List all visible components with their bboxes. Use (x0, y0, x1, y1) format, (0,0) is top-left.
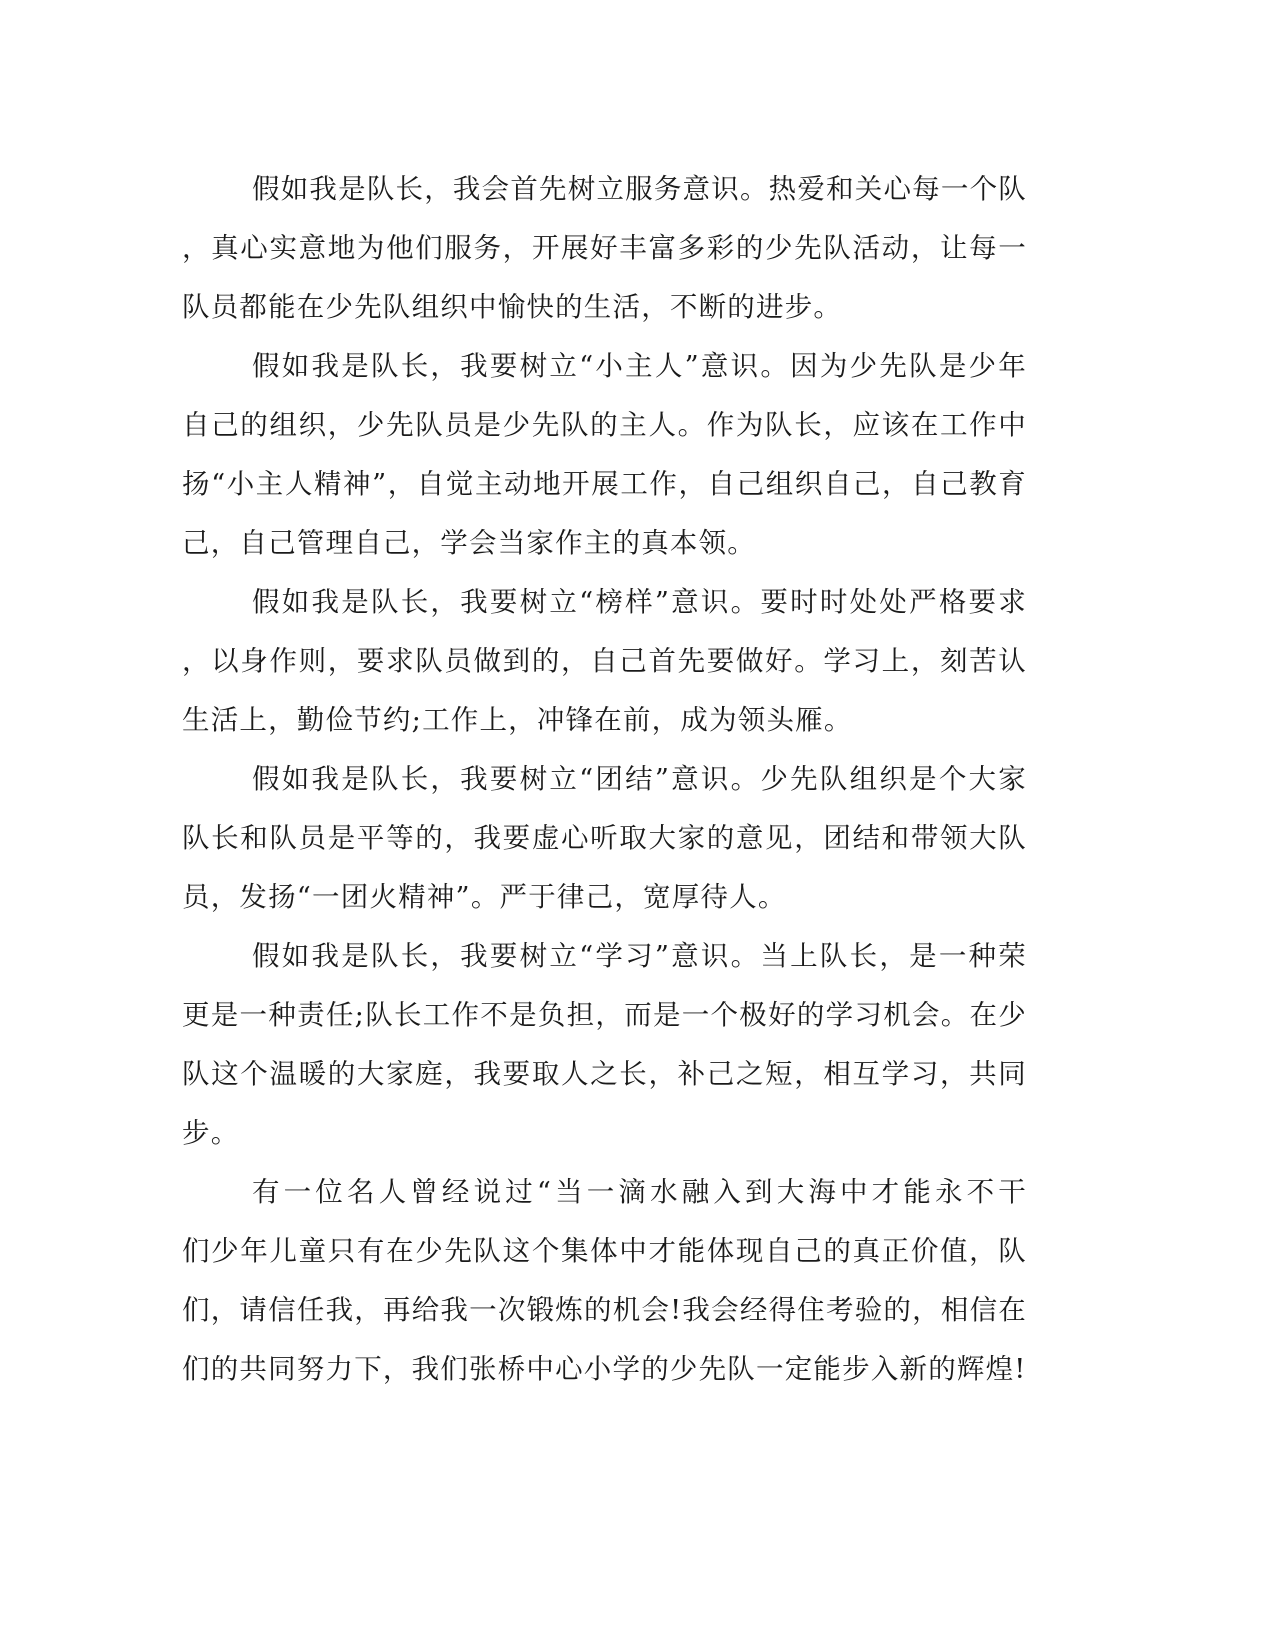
paragraph-1 (182, 160, 1027, 337)
document-body (182, 160, 1027, 1399)
paragraph-line: 己，自己管理自己，学会当家作主的真本领。 (182, 527, 756, 559)
paragraph-line: 更是一种责任;队长工作不是负担，而是一个极好的学习机会。在少 (182, 999, 1027, 1031)
paragraph-line: ，以身作则，要求队员做到的，自己首先要做好。学习上，刻苦认 (182, 645, 1027, 677)
paragraph-3 (182, 573, 1027, 750)
paragraph-line: ，真心实意地为他们服务，开展好丰富多彩的少先队活动，让每一 (182, 232, 1027, 264)
paragraph-line: 假如我是队长，我要树立“团结”意识。少先队组织是个大家 (252, 763, 1027, 795)
paragraph-line: 生活上，勤俭节约;工作上，冲锋在前，成为领头雁。 (182, 704, 853, 736)
paragraph-6 (182, 1163, 1027, 1399)
paragraph-line: 队员都能在少先队组织中愉快的生活，不断的进步。 (182, 291, 843, 323)
paragraph-line: 假如我是队长，我要树立“小主人”意识。因为少先队是少年 (252, 350, 1027, 382)
paragraph-line: 队这个温暖的大家庭，我要取人之长，补己之短，相互学习，共同 (182, 1058, 1027, 1090)
paragraph-line: 有一位名人曾经说过“当一滴水融入到大海中才能永不干 (252, 1176, 1027, 1208)
paragraph-2 (182, 337, 1027, 573)
paragraph-line: 们少年儿童只有在少先队这个集体中才能体现自己的真正价值，队 (182, 1235, 1027, 1267)
paragraph-4 (182, 750, 1027, 927)
paragraph-line: 们的共同努力下，我们张桥中心小学的少先队一定能步入新的辉煌! (182, 1353, 1027, 1385)
paragraph-line: 员，发扬“一团火精神”。严于律己，宽厚待人。 (182, 881, 787, 913)
paragraph-line: 们，请信任我，再给我一次锻炼的机会!我会经得住考验的，相信在 (182, 1294, 1027, 1326)
paragraph-line: 自己的组织，少先队员是少先队的主人。作为队长，应该在工作中 (182, 409, 1027, 441)
paragraph-line: 假如我是队长，我会首先树立服务意识。热爱和关心每一个队 (252, 173, 1027, 205)
paragraph-line: 假如我是队长，我要树立“学习”意识。当上队长，是一种荣 (252, 940, 1027, 972)
paragraph-line: 扬“小主人精神”，自觉主动地开展工作，自己组织自己，自己教育 (182, 468, 1027, 500)
paragraph-line: 步。 (182, 1117, 240, 1149)
paragraph-line: 队长和队员是平等的，我要虚心听取大家的意见，团结和带领大队 (182, 822, 1027, 854)
paragraph-line: 假如我是队长，我要树立“榜样”意识。要时时处处严格要求 (252, 586, 1027, 618)
paragraph-5 (182, 927, 1027, 1163)
